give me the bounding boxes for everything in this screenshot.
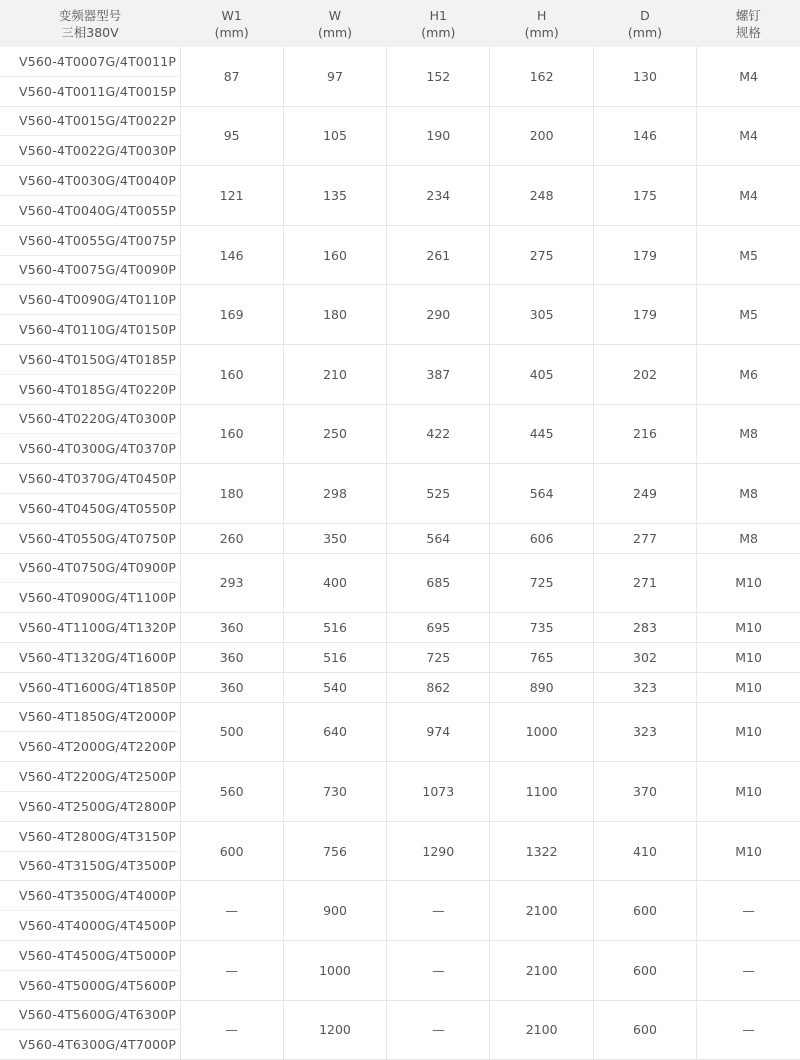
- w-cell: 298: [283, 464, 386, 524]
- model-cell: V560-4T5000G/4T5600P: [0, 970, 180, 1000]
- screw-cell: M8: [697, 464, 800, 524]
- model-cell: V560-4T0150G/4T0185P: [0, 344, 180, 374]
- w-cell: 1200: [283, 1000, 386, 1060]
- d-cell: 600: [593, 940, 696, 1000]
- w1-cell: 560: [180, 762, 283, 822]
- w1-cell: 146: [180, 225, 283, 285]
- screw-cell: M5: [697, 285, 800, 345]
- w1-cell: —: [180, 881, 283, 941]
- w-cell: 350: [283, 523, 386, 553]
- table-row: [0, 940, 800, 970]
- header-model: 变频器型号 三相380V: [0, 0, 180, 47]
- d-cell: 323: [593, 672, 696, 702]
- w1-cell: —: [180, 1000, 283, 1060]
- model-cell: V560-4T1600G/4T1850P: [0, 672, 180, 702]
- d-cell: 179: [593, 285, 696, 345]
- model-cell: V560-4T0370G/4T0450P: [0, 464, 180, 494]
- screw-cell: M10: [697, 642, 800, 672]
- h-cell: 162: [490, 47, 593, 106]
- screw-cell: —: [697, 940, 800, 1000]
- screw-cell: —: [697, 1000, 800, 1060]
- screw-cell: M10: [697, 553, 800, 613]
- w1-cell: 360: [180, 672, 283, 702]
- w-cell: 180: [283, 285, 386, 345]
- model-cell: V560-4T0750G/4T0900P: [0, 553, 180, 583]
- model-cell: V560-4T4000G/4T4500P: [0, 911, 180, 941]
- screw-cell: M4: [697, 47, 800, 106]
- d-cell: 600: [593, 881, 696, 941]
- w-cell: 516: [283, 642, 386, 672]
- d-cell: 179: [593, 225, 696, 285]
- model-cell: V560-4T0022G/4T0030P: [0, 136, 180, 166]
- table-row: [0, 47, 800, 76]
- model-cell: V560-4T0040G/4T0055P: [0, 195, 180, 225]
- d-cell: 130: [593, 47, 696, 106]
- h1-cell: 525: [387, 464, 490, 524]
- model-cell: V560-4T3150G/4T3500P: [0, 851, 180, 881]
- w-cell: 105: [283, 106, 386, 166]
- w-cell: 516: [283, 613, 386, 643]
- d-cell: 323: [593, 702, 696, 762]
- screw-cell: —: [697, 881, 800, 941]
- screw-cell: M10: [697, 613, 800, 643]
- d-cell: 283: [593, 613, 696, 643]
- screw-cell: M8: [697, 404, 800, 464]
- model-cell: V560-4T6300G/4T7000P: [0, 1030, 180, 1060]
- h-cell: 2100: [490, 940, 593, 1000]
- w1-cell: 500: [180, 702, 283, 762]
- table-row: [0, 166, 800, 196]
- screw-cell: M10: [697, 821, 800, 881]
- h1-cell: 862: [387, 672, 490, 702]
- h-cell: 725: [490, 553, 593, 613]
- table-row: [0, 464, 800, 494]
- table-row: [0, 404, 800, 434]
- model-cell: V560-4T4500G/4T5000P: [0, 940, 180, 970]
- model-cell: V560-4T0900G/4T1100P: [0, 583, 180, 613]
- table-row: [0, 642, 800, 672]
- header-row: [0, 0, 800, 47]
- w1-cell: 160: [180, 344, 283, 404]
- h1-cell: 695: [387, 613, 490, 643]
- w-cell: 900: [283, 881, 386, 941]
- h1-cell: 685: [387, 553, 490, 613]
- screw-cell: M10: [697, 672, 800, 702]
- h1-cell: 290: [387, 285, 490, 345]
- screw-cell: M4: [697, 166, 800, 226]
- w1-cell: 260: [180, 523, 283, 553]
- w-cell: 756: [283, 821, 386, 881]
- w1-cell: 95: [180, 106, 283, 166]
- d-cell: 277: [593, 523, 696, 553]
- w-cell: 1000: [283, 940, 386, 1000]
- model-cell: V560-4T0110G/4T0150P: [0, 315, 180, 345]
- h1-cell: —: [387, 881, 490, 941]
- table-row: [0, 553, 800, 583]
- d-cell: 370: [593, 762, 696, 822]
- screw-cell: M5: [697, 225, 800, 285]
- h-cell: 275: [490, 225, 593, 285]
- h-cell: 200: [490, 106, 593, 166]
- table-row: [0, 702, 800, 732]
- screw-cell: M10: [697, 762, 800, 822]
- table-row: [0, 106, 800, 136]
- h-cell: 248: [490, 166, 593, 226]
- w1-cell: —: [180, 940, 283, 1000]
- h1-cell: 234: [387, 166, 490, 226]
- d-cell: 249: [593, 464, 696, 524]
- screw-cell: M6: [697, 344, 800, 404]
- h1-cell: 974: [387, 702, 490, 762]
- w1-cell: 169: [180, 285, 283, 345]
- header-h: H (mm): [490, 0, 593, 47]
- w-cell: 210: [283, 344, 386, 404]
- w1-cell: 293: [180, 553, 283, 613]
- model-cell: V560-4T0015G/4T0022P: [0, 106, 180, 136]
- h1-cell: 387: [387, 344, 490, 404]
- d-cell: 146: [593, 106, 696, 166]
- h1-cell: 152: [387, 47, 490, 106]
- model-cell: V560-4T0007G/4T0011P: [0, 47, 180, 76]
- header-d: D (mm): [593, 0, 696, 47]
- model-cell: V560-4T1850G/4T2000P: [0, 702, 180, 732]
- table-body: [0, 47, 800, 1060]
- h1-cell: 725: [387, 642, 490, 672]
- model-cell: V560-4T2800G/4T3150P: [0, 821, 180, 851]
- model-cell: V560-4T0300G/4T0370P: [0, 434, 180, 464]
- screw-cell: M8: [697, 523, 800, 553]
- table-row: [0, 225, 800, 255]
- w-cell: 540: [283, 672, 386, 702]
- model-cell: V560-4T0450G/4T0550P: [0, 493, 180, 523]
- d-cell: 410: [593, 821, 696, 881]
- h-cell: 1000: [490, 702, 593, 762]
- d-cell: 175: [593, 166, 696, 226]
- model-cell: V560-4T5600G/4T6300P: [0, 1000, 180, 1030]
- model-cell: V560-4T0185G/4T0220P: [0, 374, 180, 404]
- h1-cell: —: [387, 1000, 490, 1060]
- table-row: [0, 344, 800, 374]
- h-cell: 305: [490, 285, 593, 345]
- w-cell: 97: [283, 47, 386, 106]
- w-cell: 160: [283, 225, 386, 285]
- h-cell: 2100: [490, 881, 593, 941]
- h1-cell: 190: [387, 106, 490, 166]
- model-cell: V560-4T0550G/4T0750P: [0, 523, 180, 553]
- table-row: [0, 881, 800, 911]
- model-cell: V560-4T2000G/4T2200P: [0, 732, 180, 762]
- model-cell: V560-4T1100G/4T1320P: [0, 613, 180, 643]
- h-cell: 564: [490, 464, 593, 524]
- table-row: [0, 523, 800, 553]
- model-cell: V560-4T0220G/4T0300P: [0, 404, 180, 434]
- h1-cell: 422: [387, 404, 490, 464]
- h1-cell: —: [387, 940, 490, 1000]
- w1-cell: 160: [180, 404, 283, 464]
- model-cell: V560-4T0030G/4T0040P: [0, 166, 180, 196]
- w1-cell: 180: [180, 464, 283, 524]
- model-cell: V560-4T0011G/4T0015P: [0, 76, 180, 106]
- model-cell: V560-4T0090G/4T0110P: [0, 285, 180, 315]
- h-cell: 405: [490, 344, 593, 404]
- header-w1: W1 (mm): [180, 0, 283, 47]
- w1-cell: 600: [180, 821, 283, 881]
- screw-cell: M10: [697, 702, 800, 762]
- d-cell: 202: [593, 344, 696, 404]
- d-cell: 216: [593, 404, 696, 464]
- header-screw: 螺钉 规格: [697, 0, 800, 47]
- h-cell: 2100: [490, 1000, 593, 1060]
- table-row: [0, 762, 800, 792]
- model-cell: V560-4T2200G/4T2500P: [0, 762, 180, 792]
- w-cell: 250: [283, 404, 386, 464]
- model-cell: V560-4T0055G/4T0075P: [0, 225, 180, 255]
- h-cell: 1322: [490, 821, 593, 881]
- table-row: [0, 285, 800, 315]
- w-cell: 640: [283, 702, 386, 762]
- w1-cell: 121: [180, 166, 283, 226]
- table-row: [0, 672, 800, 702]
- h1-cell: 564: [387, 523, 490, 553]
- h-cell: 765: [490, 642, 593, 672]
- table-row: [0, 821, 800, 851]
- header-w: W (mm): [283, 0, 386, 47]
- w-cell: 730: [283, 762, 386, 822]
- h-cell: 890: [490, 672, 593, 702]
- w1-cell: 87: [180, 47, 283, 106]
- d-cell: 271: [593, 553, 696, 613]
- d-cell: 600: [593, 1000, 696, 1060]
- h-cell: 735: [490, 613, 593, 643]
- w1-cell: 360: [180, 642, 283, 672]
- h-cell: 606: [490, 523, 593, 553]
- model-cell: V560-4T0075G/4T0090P: [0, 255, 180, 285]
- w-cell: 135: [283, 166, 386, 226]
- h1-cell: 261: [387, 225, 490, 285]
- model-cell: V560-4T3500G/4T4000P: [0, 881, 180, 911]
- d-cell: 302: [593, 642, 696, 672]
- h1-cell: 1290: [387, 821, 490, 881]
- h-cell: 1100: [490, 762, 593, 822]
- table-row: [0, 613, 800, 643]
- w1-cell: 360: [180, 613, 283, 643]
- h-cell: 445: [490, 404, 593, 464]
- model-cell: V560-4T1320G/4T1600P: [0, 642, 180, 672]
- h1-cell: 1073: [387, 762, 490, 822]
- screw-cell: M4: [697, 106, 800, 166]
- table-row: [0, 1000, 800, 1030]
- model-cell: V560-4T2500G/4T2800P: [0, 791, 180, 821]
- header-h1: H1 (mm): [387, 0, 490, 47]
- w-cell: 400: [283, 553, 386, 613]
